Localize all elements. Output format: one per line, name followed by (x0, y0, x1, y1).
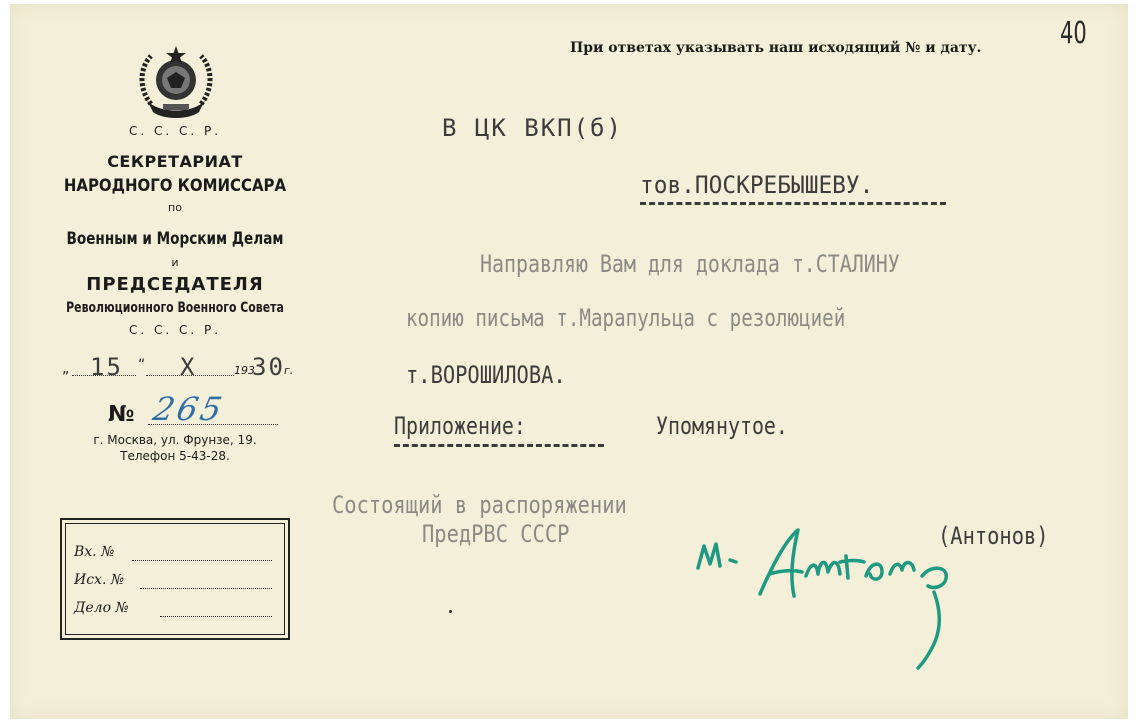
handwritten-signature (690, 516, 980, 676)
signatory-title-2: ПредРВС СССР (422, 520, 570, 548)
body-line-1: Направляю Вам для доклада т.СТАЛИНУ (480, 250, 900, 278)
letterhead-chairman: ПРЕДСЕДАТЕЛЯ (86, 274, 264, 295)
addressee-underline (640, 202, 946, 205)
registration-box (60, 518, 290, 640)
signatory-name: (Антонов) (938, 522, 1049, 550)
ussr-emblem-icon (137, 42, 215, 122)
number-sign: № (108, 402, 135, 427)
letterhead-commissar: НАРОДНОГО КОМИССАРА (63, 176, 287, 196)
enclosure-value: Упомянутое. (656, 412, 788, 440)
reply-instruction: При ответах указывать наш исходящий № и дату. (570, 40, 982, 56)
letterhead-ussr-bottom: С. С. С. Р. (128, 323, 222, 337)
addressee-org: В ЦК ВКП(б) (442, 114, 623, 142)
letterhead-po: по (168, 201, 182, 214)
date-open-quote: „ (62, 361, 70, 377)
letterhead-ussr: С. С. С. Р. (128, 124, 222, 138)
date-year: 30 (252, 353, 285, 381)
outgoing-label: Исх. № (74, 572, 125, 588)
phone-line: Телефон 5-43-28. (120, 449, 230, 463)
letterhead-military-naval: Военным и Морским Делам (66, 229, 284, 249)
letterhead-and: и (171, 256, 179, 269)
ink-dot (449, 610, 452, 613)
addressee-person: тов.ПОСКРЕБЫШЕВУ. (640, 171, 874, 199)
address-line: г. Москва, ул. Фрунзе, 19. (93, 433, 257, 447)
date-line (62, 355, 302, 385)
incoming-label: Вх. № (74, 544, 115, 560)
date-year-prefix: 193 (234, 364, 255, 377)
letterhead-rvs: Революционного Военного Совета (66, 300, 284, 316)
body-line-2: копию письма т.Марапульца с резолюцией (406, 304, 846, 332)
letterhead-secretariat: СЕКРЕТАРИАТ (107, 152, 243, 171)
enclosure-label: Приложение: (394, 412, 526, 440)
date-month: X (180, 353, 197, 381)
page-number: 40 (1060, 16, 1087, 51)
case-label: Дело № (74, 600, 129, 616)
body-line-3: т.ВОРОШИЛОВА. (406, 361, 566, 389)
date-day: 15 (90, 353, 123, 381)
enclosure-underline (394, 444, 604, 447)
date-close-quote: “ (138, 357, 146, 373)
date-year-suffix: г. (284, 364, 294, 377)
outgoing-number (108, 390, 278, 434)
handwritten-number: 265 (149, 390, 229, 428)
document-page (10, 4, 1128, 719)
signatory-title-1: Состоящий в распоряжении (332, 491, 627, 519)
